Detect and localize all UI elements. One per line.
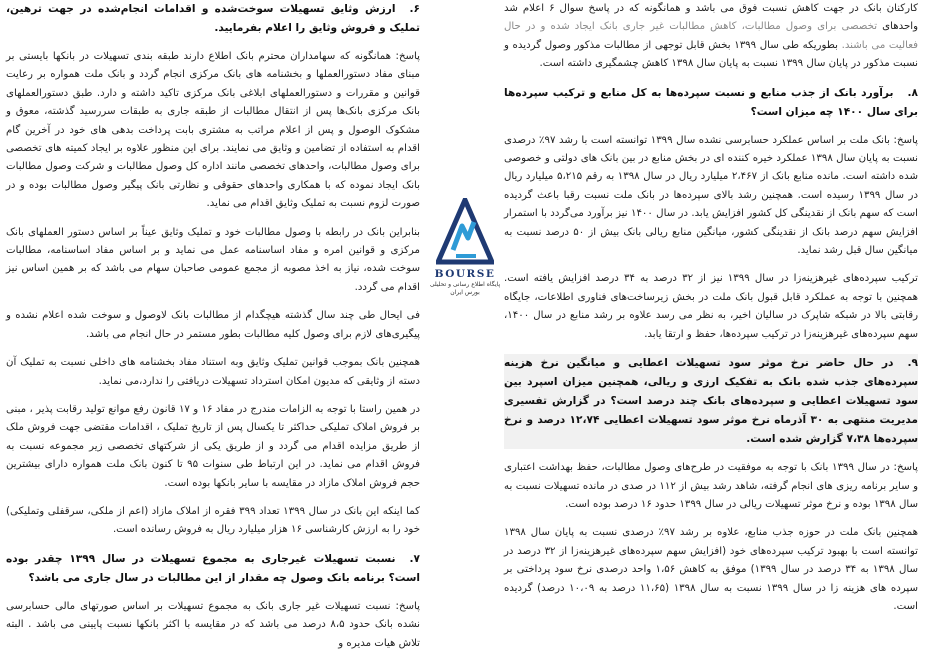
question-9-heading (504, 354, 918, 449)
answer-paragraph: در همین راستا با توجه به الزامات مندرج در مفاد ۱۶ و ۱۷ قانون رفع موانع تولید رقابت پذیر ، مبنی بر فروش املاک تملیکی حداکثر تا یکسال پس از تاریخ تملیک ، اقدامات مقتضی جهت فروش ملک از طریق مزایده اقدام می گردد و از طریق یکی از شرکتهای تخصصی زیر مجموعه نسبت به فروش اقدام می نماید. در این ارتباط طی سنوات ۹۵ تا کنون بانک ملت همواره دارای بیشترین حجم فروش املاک مازاد در مقایسه با سایر بانکها بوده است. (6, 403, 420, 489)
question-8-heading (504, 84, 918, 122)
intro-line-2: تخصصی برای وصول مطالبات، کاهش مطالبات غیر جاری بانک ایجاد شده و در حال فعالیت می باشند. (504, 21, 918, 51)
bourse-emblem-icon (436, 198, 494, 266)
question-number: ۹. (907, 357, 918, 370)
intro-paragraph (504, 0, 918, 74)
bourse-logo (428, 198, 502, 298)
intro-line-1: کارکنان بانک در جهت کاهش نسبت فوق می باشد و همانگونه که در پاسخ سوال ۶ اعلام شد واحدهای (504, 3, 919, 33)
logo-wordmark: BOURSE (434, 268, 496, 280)
question-number: ۷. (409, 552, 420, 565)
question-number: ۸. (907, 86, 918, 99)
answer-paragraph: پاسخ: بانک ملت بر اساس عملکرد حسابرسی نشده سال ۱۳۹۹ توانسته است با رشد ۹۷٪ درصدی نسبت به پایان سال ۱۳۹۸ عملکرد خیره کننده ای در بخش منابع در بین بانک های دولتی و خصوصی شده داشته است. مانده منابع بانک از ۲،۴۶۷ میلیارد ریال در سال ۱۳۹۸ به رقم ۵،۲۱۵ میلیارد ریال در سال ۱۳۹۹ رسیده است. همچنین رشد بالای سپرده‌ها در بانک ملت نسبت رقبا باعث گردیده است که سهم بانک از نقدینگی کل کشور افزایش یابد. در سال ۱۴۰۰ نیز برآورد می‌گردد با استمرار افزایش سهم درصد بانک از نقدینگی کشور، میانگین منابع ریالی بانک بیش از ۵۰ درصد نسبت به میانگین سال قبل رشد نماید. (504, 134, 918, 257)
answer-paragraph: همچنین بانک بموجب قوانین تملیک وثایق وبه استناد مفاد بخشنامه های داخلی نسبت به تملیک آن دسته از وثایقی که مدیون امکان استرداد تسهیلات دریافتی را ندارد،می نماید. (6, 357, 420, 387)
answer-paragraph: همچنین بانک ملت در حوزه جذب منابع، علاوه بر رشد ۹۷٪ درصدی نسبت به پایان سال ۱۳۹۸ توانسته است با بهبود ترکیب سپرده‌های خود (افزایش سهم سپرده‌های غیرهزینه‌زا از ۳۲ درصد در سال ۱۳۹۸ به ۳۴ درصد در سال ۱۳۹۹) موفق به کاهش ۱،۵۶ واحد درصدی نرخ سود پرداختی بر سپرده های هزینه زا در سال ۱۳۹۹ نسبت به سال ۱۳۹۸ (۱۱،۶۵ درصد به ۱۰،۰۹ درصد) گردیده است. (504, 527, 919, 612)
answer-paragraph: پاسخ: همانگونه که سهامداران محترم بانک اطلاع دارند طبقه بندی تسهیلات در بانکها بایستی بر مبنای مفاد دستورالعملها و بخشنامه های بانک مرکزی انجام گردد و بانک ملت همواره بر رعایت قوانین و مقررات و دستورالعملهای ابلاغی بانک مرکزی تاکید داشته و دارد. طبق دستورالعملهای بانک مرکزی بانک‌ها پس از انتقال مطالبات از طبقه جاری به طبقات سررسید گذشته، معوق و مشکوک الوصول و پس از اعلام مراتب به مشتری بابت پرداخت بدهی های خود در آخرین گام اقدام به استفاده از تضامین و وثایق می نمایند. برای این منظور علاوه بر ایجاد کمیته های تخصصی برای وصول مطالبات، واحدهای تخصصی مانند اداره کل وصول مطالبات و شرکت وصول مطالبات بانک ایجاد نموده که با همکاری واحدهای حقوقی و نظارتی بانک پیگیر وصول مطالبات بوده و در صورت لزوم نسبت به تملیک وثایق اقدام می نماید. (6, 51, 420, 210)
question-7-heading (6, 550, 420, 588)
logo-tagline: پایگاه اطلاع رسانی و تحلیلی بورس ایران (429, 281, 501, 296)
right-column (504, 0, 918, 626)
question-title: برآورد بانک از جذب منابع و نسبت سپرده‌ها به کل منابع و ترکیب سپرده‌ها برای سال ۱۴۰۰ چه میزان است؟ (504, 86, 918, 118)
answer-paragraph: پاسخ: در سال ۱۳۹۹ بانک با توجه به موفقیت در طرح‌های وصول مطالبات، حفظ بهداشت اعتباری و سایر برنامه ریزی های انجام گرفته، شاهد رشد بیش از ۱۱۲ در صدی در مانده تسهیلات نسبت به سال ۱۳۹۸ بوده و نرخ موثر تسهیلات ریالی در سال ۱۳۹۹ حدود ۱۶ درصد بوده است. (504, 462, 918, 510)
intro-line-3: بطوریکه طی سال ۱۳۹۹ بخش قابل توجهی از مطالبات مذکور وصول گردیده و نسبت مذکور در پایان سال ۱۳۹۹ نسبت به پایان سال ۱۳۹۸ کاهش چشمگیری داشته است. (504, 39, 918, 70)
answer-paragraph: ترکیب سپرده‌های غیرهزینه‌زا در سال ۱۳۹۹ نیز از ۳۲ درصد به ۳۴ درصد افزایش یافته است. همچنین با توجه به عملکرد قابل قبول بانک ملت در بخش زیرساخت‌های فناوری اطلاعات، جایگاه رقابتی بالا در شبکه شاپرک در سالیان اخیر، به نظر می رسد علاوه بر رشد منابع در سال ۱۴۰۰، سهم سپرده‌های غیرهزینه‌زا در ترکیب سپرده‌ها، حفظ و ارتقا یابد. (504, 273, 918, 340)
question-title: در حال حاضر نرخ موثر سود تسهیلات اعطایی و میانگین نرخ هزینه سپرده‌های جذب شده بانک به تفکیک ارزی و ریالی، همچنین میزان اسپرد بین سود تسهیلات اعطایی و سپرده‌های بانک چند درصد است؟ در گزارش تفسیری مدیریت منتهی به ۳۰ آذرماه نرخ موثر سود تسهیلات اعطایی ۱۲،۷۴ درصد و نرخ سپرده‌ها ۷،۳۸ گزارش شده است. (504, 357, 918, 446)
answer-paragraph: فی ایحال طی چند سال گذشته هیچگدام از مطالبات بانک لاوصول و سوخت شده اعلام نشده و پیگیری‌های لازم برای وصول کلیه مطالبات بطور مستمر در حال انجام می باشد. (6, 310, 420, 340)
question-title: نسبت تسهیلات غیرجاری به مجموع تسهیلات در سال ۱۳۹۹ چقدر بوده است؟ برنامه بانک وصول چه مقدار از این مطالبات در سال جاری می باشد؟ (6, 552, 420, 584)
answer-paragraph: پاسخ: نسبت تسهیلات غیر جاری بانک به مجموع تسهیلات بر اساس صورتهای مالی حسابرسی نشده بانک حدود ۸،۵ درصد می باشد که در مقایسه با اکثر بانکها نسبت پایینی می باشد . البته تلاش هیات مدیره و (6, 600, 420, 649)
question-title: ارزش وثایق تسهیلات سوخت‌شده و اقدامات انجام‌شده در جهت ترهین، تملیک و فروش وثایق را اعلام بفرمایید. (6, 3, 420, 34)
answer-paragraph: بنابراین بانک در رابطه با وصول مطالبات خود و تملیک وثایق عیناً بر اساس دستور العملهای بانک مرکزی و قوانین امره و مفاد اساسنامه عمل می نماید و بر اساس مفاد اساسنامه، مطالبات سوخت شده، نیاز به اخذ مصوبه از مجمع عمومی صاحبان سهام می باشد که بر همین اساس نیز اقدام می گردد. (6, 226, 420, 293)
question-6-heading (6, 0, 420, 38)
left-column (6, 0, 420, 663)
question-number: ۶. (409, 3, 420, 15)
answer-paragraph: کما اینکه این بانک در سال ۱۳۹۹ تعداد ۳۹۹ فقره از املاک مازاد (اعم از ملکی، سرقفلی وتملیکی) خود را به ارزش کارشناسی ۱۶ هزار میلیارد ریال به فروش رسانده است. (6, 505, 420, 536)
